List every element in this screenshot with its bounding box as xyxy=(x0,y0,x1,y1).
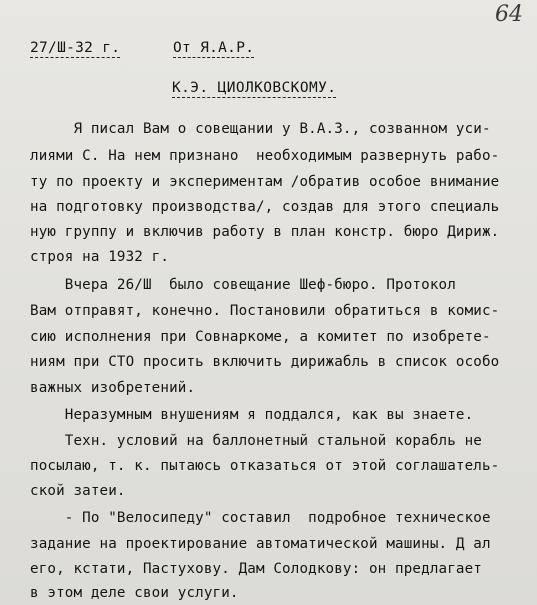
body-line: ту по проекту и экспериментам /обратив особое внимание xyxy=(30,174,500,190)
body-line: лиями С. На нем признано необходимым развернуть рабо- xyxy=(30,148,500,164)
body-line: ниям при СТО просить включить дирижабль в список особо xyxy=(30,354,500,370)
body-line: - По "Велосипеду" составил подробное техническое xyxy=(30,510,491,526)
letter-date: 27/Ш-32 г. xyxy=(30,40,121,56)
page-folio-number: 64 xyxy=(495,2,523,27)
letter-addressee: К.Э. ЦИОЛКОВСКОМУ. xyxy=(172,80,337,96)
body-line: в этом деле свои услуги. xyxy=(30,585,239,601)
body-line: Неразумным внушениям я поддался, как вы знаете. xyxy=(30,407,474,423)
body-line: сию исполнения при Совнаркоме, а комитет по изобрете- xyxy=(30,329,491,345)
body-line: ную группу и включив работу в план констр. бюро Дириж. xyxy=(30,224,500,240)
body-line: Техн. условий на баллонетный стальной корабль не xyxy=(30,433,482,449)
body-line: посылаю, т. к. пытаюсь отказаться от этой соглашатель- xyxy=(30,458,500,474)
body-line: его, кстати, Пастухову. Дам Солодкову: он предлагает xyxy=(30,561,482,577)
body-line: Вам отправят, конечно. Постановили обратиться в комис- xyxy=(30,303,500,319)
letter-sender: От Я.А.Р. xyxy=(173,40,255,56)
body-line: задание на проектирование автоматической машины. Д ал xyxy=(30,536,491,552)
body-line: на подготовку производства/, создав для этого специаль xyxy=(30,199,500,215)
body-line: ской затеи. xyxy=(30,483,126,499)
body-line: Вчера 26/Ш было совещание Шеф-бюро. Протокол xyxy=(30,277,456,293)
body-line: строя на 1932 г. xyxy=(30,249,170,265)
body-line: важных изобретений. xyxy=(30,380,196,396)
body-line: Я писал Вам о совещании у В.А.З., созванном уси- xyxy=(30,121,491,137)
